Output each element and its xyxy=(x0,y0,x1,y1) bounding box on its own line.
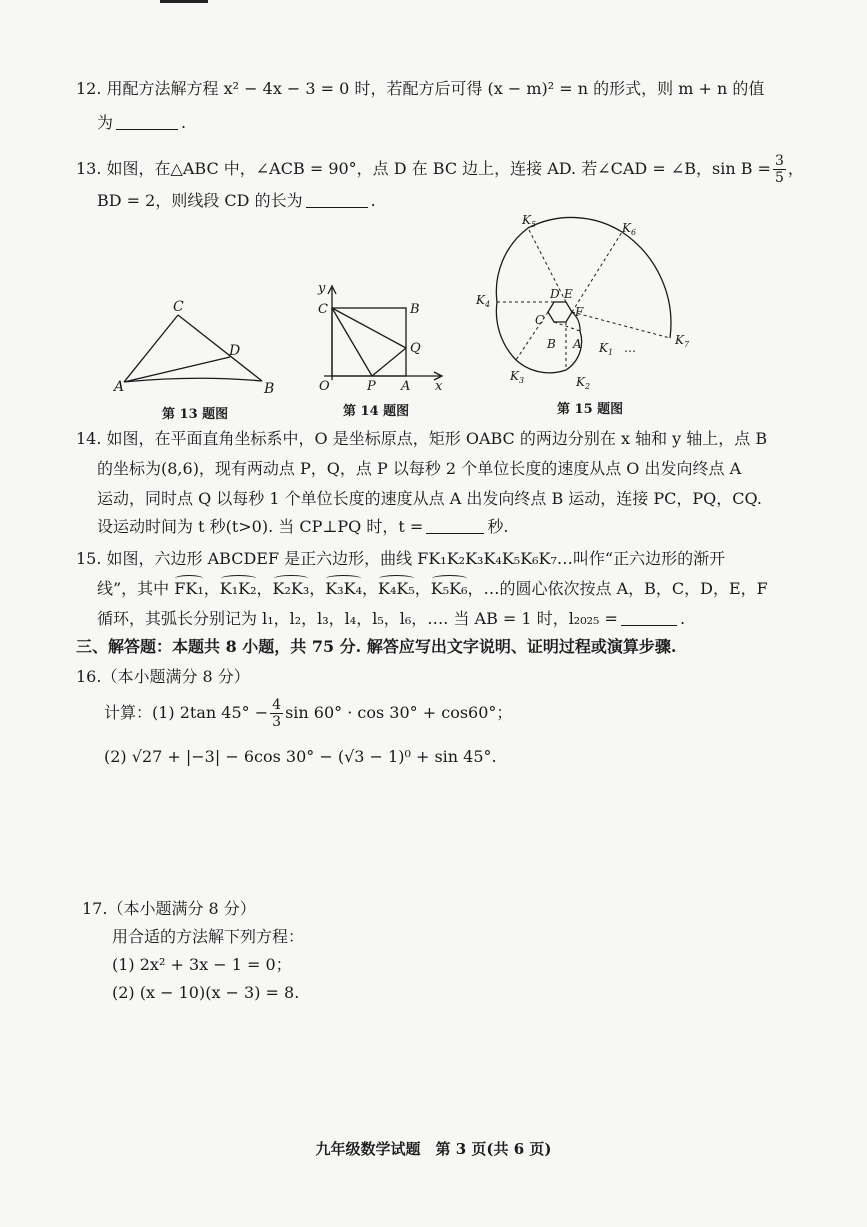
q13-text: 13. 如图，在△ABC 中，∠ACB = 90°，点 D 在 BC 边上，连接 AD. 若∠CAD = ∠B，sin B = xyxy=(76,159,771,178)
q17-eq2: (2) (x − 10)(x − 3) = 8. xyxy=(112,983,300,1002)
fig15-label-e: E xyxy=(564,287,573,301)
fig15-sub-6: 6 xyxy=(630,228,637,237)
fig15-ellipsis: … xyxy=(624,341,636,355)
fig13-label-a: A xyxy=(114,379,125,395)
fig13-label-b: B xyxy=(264,381,275,397)
q15-answer-blank xyxy=(621,609,677,626)
q17-eq1: (1) 2x² + 3x − 1 = 0； xyxy=(112,955,292,974)
q15-text2-end: ，…的圆心依次按点 A，B，C，D，E，F xyxy=(467,579,768,598)
fig15-label-b: B xyxy=(547,337,556,351)
fig15-sub-2: 2 xyxy=(584,382,591,391)
figure-14 xyxy=(310,280,450,392)
q15-text2: 线”，其中 xyxy=(97,579,170,598)
section-3-heading: 三、解答题：本题共 8 小题，共 75 分. 解答应写出文字说明、证明过程或演算步骤. xyxy=(76,637,677,656)
q14-line1: 14. 如图，在平面直角坐标系中，O 是坐标原点，矩形 OABC 的两边分别在 x 轴和 y 轴上，点 B xyxy=(76,429,768,448)
scan-mark xyxy=(160,0,208,3)
fig14-label-q: Q xyxy=(410,341,421,356)
figure-13 xyxy=(110,295,285,400)
fig13-label-c: C xyxy=(173,299,184,315)
q14-answer-blank xyxy=(426,517,484,534)
q15-arc-2: K₁K₂ xyxy=(219,579,257,598)
fig14-label-a: A xyxy=(401,379,411,392)
fig15-sub-4: 4 xyxy=(484,300,491,309)
q16-text1b: sin 60° · cos 30° + cos60°； xyxy=(285,703,513,722)
fig15-dash-d-k5 xyxy=(528,228,566,302)
page-footer: 九年级数学试题 第 3 页(共 6 页) xyxy=(315,1140,552,1158)
fig13-caption: 第 13 题图 xyxy=(162,407,229,422)
fig15-sub-3: 3 xyxy=(518,376,525,385)
fig14-label-p: P xyxy=(367,379,376,392)
q15-period: . xyxy=(679,609,686,628)
fig15-dash-e-k6 xyxy=(572,232,622,312)
fig15-label-c: C xyxy=(535,313,545,327)
q14-unit: 秒. xyxy=(487,517,509,536)
q17-header: 17.（本小题满分 8 分） xyxy=(82,899,256,918)
q15-line1: 15. 如图，六边形 ABCDEF 是正六边形，曲线 FK₁K₂K₃K₄K₅K₆K₇…叫作“正六边形的渐开 xyxy=(76,549,726,568)
q15-arc-1: FK₁ xyxy=(174,579,204,598)
fig14-caption: 第 14 题图 xyxy=(343,404,410,419)
q14-line4 xyxy=(97,516,508,538)
svg-text:K3 xyxy=(509,369,524,385)
q12-line1: 12. 用配方法解方程 x² − 4x − 3 = 0 时，若配方后可得 (x − m)² = n 的形式，则 m + n 的值 xyxy=(76,79,765,98)
q14-line3: 运动，同时点 Q 以每秒 1 个单位长度的速度从点 A 出发向终点 B 运动，连接 PC，PQ，CQ. xyxy=(97,489,762,508)
q16-fraction xyxy=(270,697,283,730)
q16-text1a: 计算：(1) 2tan 45° − xyxy=(104,703,269,722)
fig15-label-k3: K xyxy=(510,369,519,383)
q12-prefix: 为 xyxy=(97,113,114,132)
q13-line1 xyxy=(76,152,804,186)
fig15-dash-a-k1 xyxy=(554,322,580,331)
fig15-caption: 第 15 题图 xyxy=(557,402,624,417)
fig15-label-a: A xyxy=(573,337,582,351)
fig15-hexagon xyxy=(548,302,572,322)
svg-text:K7 xyxy=(674,333,690,349)
q13-frac-den: 5 xyxy=(774,170,784,186)
fig15-arc-k4k5 xyxy=(496,228,528,302)
svg-text:K2 xyxy=(575,375,590,391)
q14-line2: 的坐标为(8,6)，现有两动点 P，Q，点 P 以每秒 2 个单位长度的速度从点 O 出发向终点 A xyxy=(97,459,742,478)
fig14-segment-pq xyxy=(372,348,406,376)
fig15-label-k2: K xyxy=(576,375,585,389)
fig15-label-k7: K xyxy=(675,333,684,347)
q15-text3: 循环，其弧长分别记为 l₁，l₂，l₃，l₄，l₅，l₆，…. 当 AB = 1 时，l₂₀₂₅ = xyxy=(97,609,618,628)
svg-text:K4 xyxy=(475,293,490,309)
fig15-sub-5: 5 xyxy=(530,220,537,229)
svg-text:K1 xyxy=(598,341,613,357)
q16-line2: (2) √27 + |−3| − 6cos 30° − (√3 − 1)⁰ + sin 45°. xyxy=(104,747,497,766)
q16-header: 16.（本小题满分 8 分） xyxy=(76,667,250,686)
fig15-label-k5: K xyxy=(522,213,531,227)
q15-arc-5: K₄K₅ xyxy=(378,579,415,598)
q13-text2: BD = 2，则线段 CD 的长为 xyxy=(97,191,303,210)
fig13-side-ab xyxy=(124,378,262,382)
fig14-label-x: x xyxy=(435,379,443,392)
q15-line3 xyxy=(97,608,685,630)
fig15-arc-k2k3 xyxy=(516,360,566,373)
q13-line2: BD = 2，则线段 CD 的长为 . xyxy=(97,191,376,210)
q14-text4: 设运动时间为 t 秒(t>0). 当 CP⊥PQ 时，t = xyxy=(97,517,424,536)
q13-frac-num: 3 xyxy=(774,153,784,169)
fig15-arc-k3k4 xyxy=(496,302,516,360)
fig13-side-ac xyxy=(124,315,178,382)
fig15-label-k1: K xyxy=(599,341,608,355)
fig15-arc-k5k6 xyxy=(528,217,622,232)
q12-answer-blank xyxy=(116,113,178,130)
svg-text:K5 xyxy=(521,213,536,229)
fig14-label-c: C xyxy=(318,302,328,317)
fig15-label-f: F xyxy=(575,305,584,319)
q13-comma: ， xyxy=(787,159,804,178)
fig14-label-y: y xyxy=(318,281,326,296)
q13-answer-blank xyxy=(306,191,368,208)
fig15-sub-7: 7 xyxy=(683,340,690,349)
fig15-label-k4: K xyxy=(476,293,485,307)
fig14-label-o: O xyxy=(319,379,330,392)
q16-frac-den: 3 xyxy=(272,714,282,730)
q15-arc-3: K₂K₃ xyxy=(272,579,310,598)
svg-text:K6 xyxy=(621,221,636,237)
q16-line1 xyxy=(104,696,512,730)
fig13-side-cb xyxy=(178,315,262,381)
fig15-label-k6: K xyxy=(622,221,631,235)
q15-line2: 线”，其中 FK₁，K₁K₂，K₂K₃，K₃K₄，K₄K₅，K₅K₆，…的圆心依次按点 A，B，C，D，E，F xyxy=(97,579,768,598)
q12-line2: 为 . xyxy=(97,113,187,132)
fig15-dash-f-k7 xyxy=(572,312,670,338)
figure-15 xyxy=(472,208,700,400)
q15-arc-6: K₅K₆ xyxy=(430,579,468,598)
fig15-arc-k6k7 xyxy=(622,232,671,338)
fig14-label-b: B xyxy=(410,302,420,317)
fig15-label-d: D xyxy=(550,287,560,301)
fig15-sub-1: 1 xyxy=(607,348,614,357)
q15-arc-4: K₃K₄ xyxy=(325,579,362,598)
q13-fraction xyxy=(773,153,786,186)
q16-frac-num: 4 xyxy=(272,697,282,713)
fig13-label-d: D xyxy=(229,343,241,359)
q17-intro: 用合适的方法解下列方程： xyxy=(112,927,305,946)
